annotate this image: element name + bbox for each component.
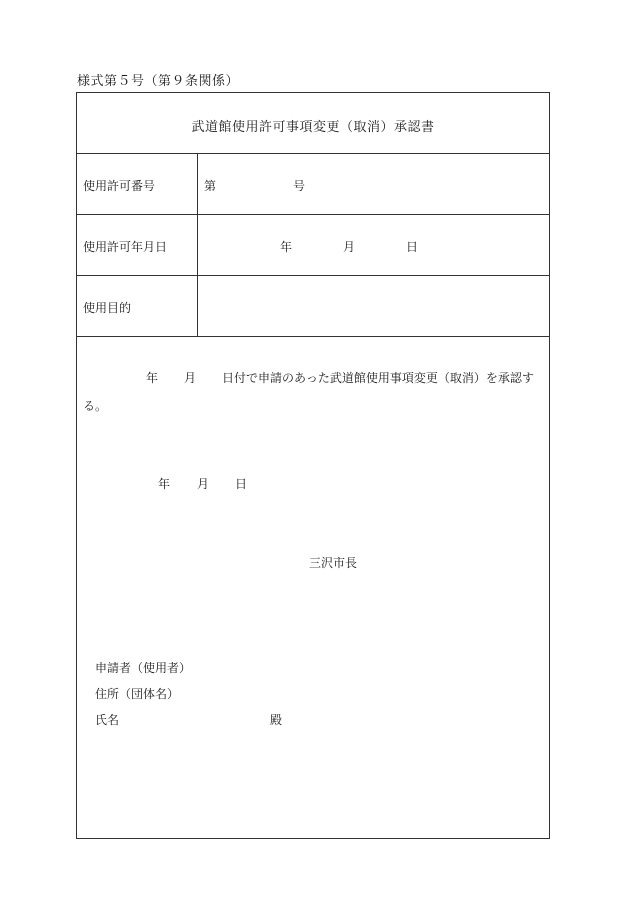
applicant-honorific: 殿: [270, 713, 283, 727]
permit-date-year: 年: [280, 240, 293, 254]
approval-date-month: 月: [197, 477, 210, 491]
permit-number-row: [77, 154, 549, 215]
permit-date-label-cell: [77, 215, 198, 275]
applicant-heading: 申請者（使用者）: [95, 661, 192, 675]
permit-number-prefix: 第: [204, 179, 217, 193]
document-title: 武道館使用許可事項変更（取消）承認書: [191, 120, 435, 135]
purpose-row: [77, 276, 549, 337]
purpose-label-cell: [77, 276, 198, 336]
approval-date-day: 日: [235, 477, 248, 491]
approval-year: 年: [146, 371, 159, 385]
permit-date-row: [77, 215, 549, 276]
permit-date-label: 使用許可年月日: [83, 240, 168, 254]
issuer: 三沢市長: [309, 556, 358, 570]
applicant-name-label: 氏名: [95, 713, 120, 727]
title-row: [77, 93, 549, 154]
permit-number-suffix: 号: [293, 179, 306, 193]
approval-form: [76, 92, 550, 839]
permit-number-label-cell: [77, 154, 198, 214]
applicant-address-label: 住所（団体名）: [95, 687, 180, 701]
approval-date-year: 年: [158, 477, 171, 491]
purpose-label: 使用目的: [83, 301, 132, 315]
permit-date-month: 月: [343, 240, 356, 254]
approval-month: 月: [184, 371, 197, 385]
approval-body: [77, 337, 549, 838]
approval-statement: 日付で申請のあった武道館使用事項変更（取消）を承認す: [222, 371, 534, 385]
approval-statement-end: る。: [83, 399, 108, 413]
form-number: 様式第５号（第９条関係）: [77, 74, 240, 89]
permit-number-label: 使用許可番号: [83, 179, 156, 193]
permit-date-day: 日: [406, 240, 419, 254]
